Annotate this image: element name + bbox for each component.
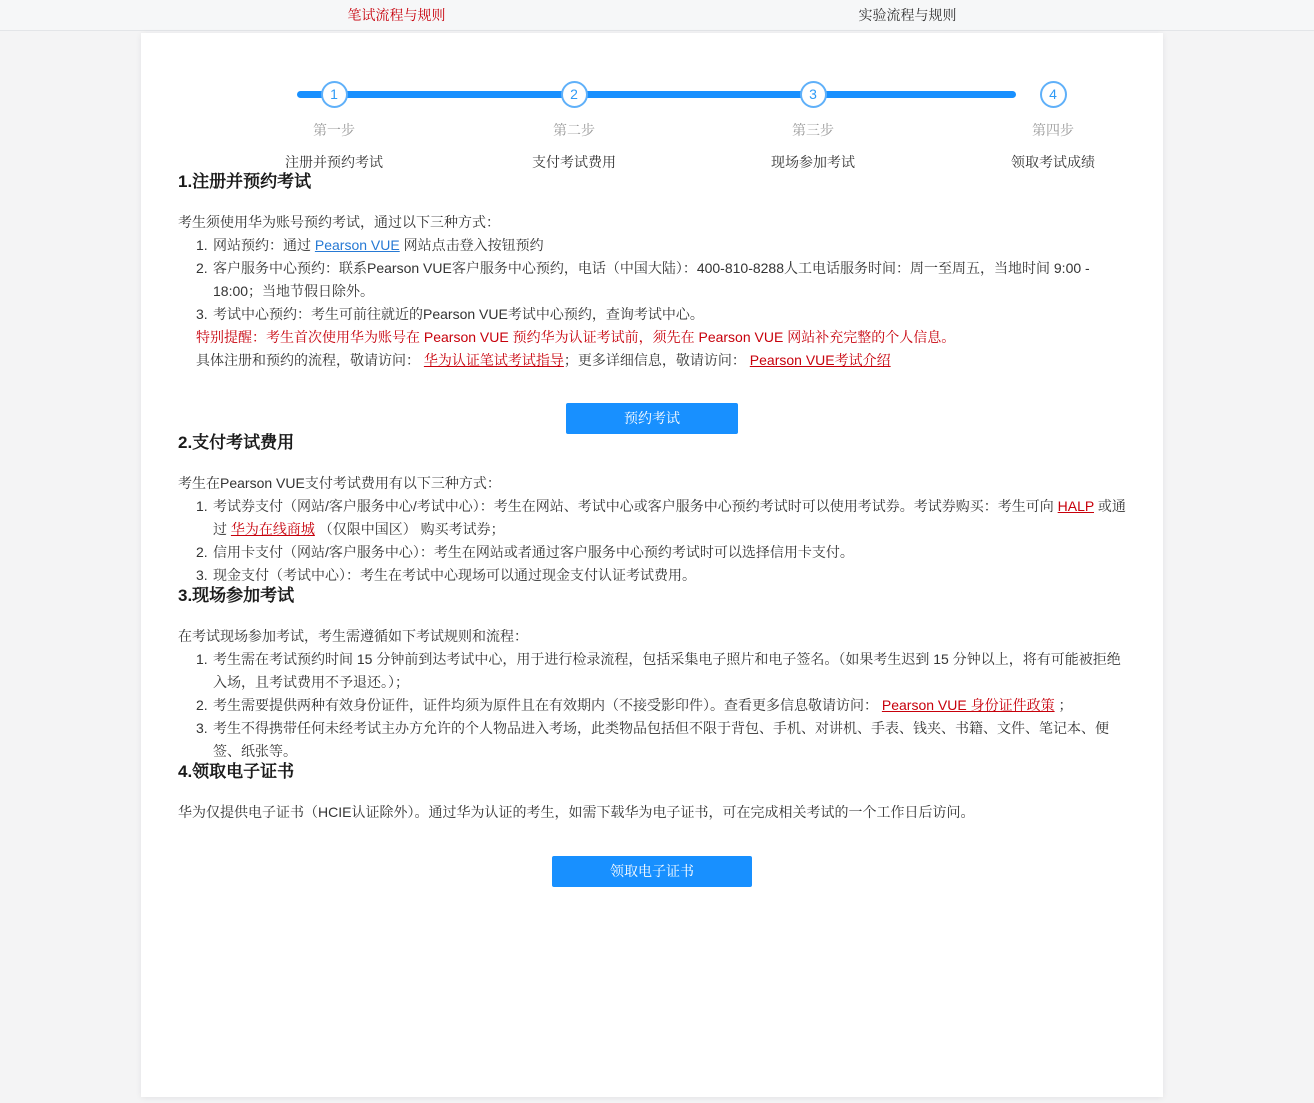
section-pay-exam-fee <box>178 434 1126 587</box>
list-item-text: 考生需要提供两种有效身份证件，证件均须为原件且在有效期内（不接受影印件）。查看更多信息敬请访问： <box>213 697 882 713</box>
special-reminder-note: 特别提醒：考生首次使用华为账号在 Pearson VUE 预约华为认证考试前，须先在 Pearson VUE 网站补充完整的个人信息。 <box>196 329 956 345</box>
huawei-online-store-link[interactable]: 华为在线商城 <box>230 521 315 537</box>
list-item <box>196 717 1126 763</box>
section-2-list <box>196 495 1126 587</box>
step-3-number-badge: 3 <box>800 81 827 108</box>
list-item <box>196 564 1126 587</box>
section-register-and-book <box>178 173 1126 434</box>
guide-note-text: 具体注册和预约的流程，敬请访问： <box>196 352 424 368</box>
get-certificate-button[interactable]: 领取电子证书 <box>552 856 752 887</box>
list-item-text: 考试中心预约：考生可前往就近的Pearson VUE考试中心预约，查询考试中心。 <box>213 306 704 322</box>
get-certificate-button-row <box>178 856 1126 887</box>
list-item <box>196 495 1126 541</box>
step-2-title: 支付考试费用 <box>532 154 616 170</box>
step-4-label: 第四步 <box>1032 122 1074 138</box>
halp-link[interactable]: HALP <box>1057 498 1094 514</box>
step-1-label: 第一步 <box>313 122 355 138</box>
list-item <box>196 541 1126 564</box>
section-2-heading: 2.支付考试费用 <box>178 433 295 452</box>
list-item-text: 信用卡支付（网站/客户服务中心）：考生在网站或者通过客户服务中心预约考试时可以选择信用卡支付。 <box>213 544 854 560</box>
pearson-vue-exam-intro-link[interactable]: Pearson VUE考试介绍 <box>749 352 891 368</box>
list-item-text: 客户服务中心预约：联系Pearson VUE客户服务中心预约，电话（中国大陆）：400-810-8288人工电话服务时间：周一至周五，当地时间 9:00 - 18:00；当地节假日除外。 <box>213 260 1090 299</box>
list-item-text: 考生需在考试预约时间 15 分钟前到达考试中心，用于进行检录流程，包括采集电子照片和电子签名。（如果考生迟到 15 分钟以上，将有可能被拒绝入场，且考试费用不予退还。）； <box>213 651 1121 690</box>
list-item-text: 现金支付（考试中心）：考生在考试中心现场可以通过现金支付认证考试费用。 <box>213 567 696 583</box>
list-item-text: ； <box>1054 697 1073 713</box>
tab-lab-exam-rules[interactable]: 实验流程与规则 <box>858 7 957 23</box>
list-item-text: 考生不得携带任何未经考试主办方允许的个人物品进入考场，此类物品包括但不限于背包、手机、对讲机、手表、钱夹、书籍、文件、笔记本、便签、纸张等。 <box>213 720 1109 759</box>
section-1-list <box>196 234 1126 326</box>
tab-written-exam-rules[interactable]: 笔试流程与规则 <box>347 7 446 23</box>
list-item <box>196 234 1126 257</box>
step-4-title: 领取考试成绩 <box>1011 154 1095 170</box>
step-4-number-badge: 4 <box>1040 81 1067 108</box>
exam-process-stepper <box>141 33 1163 173</box>
step-2-number-badge: 2 <box>561 81 588 108</box>
step-1-title: 注册并预约考试 <box>285 154 383 170</box>
list-item-text: 或通过 <box>213 498 1126 537</box>
section-get-e-certificate <box>178 763 1126 887</box>
list-item <box>196 257 1126 303</box>
guide-note <box>196 349 1126 372</box>
section-3-heading: 3.现场参加考试 <box>178 586 295 605</box>
pearson-vue-link[interactable]: Pearson VUE <box>314 237 400 253</box>
section-3-list <box>196 648 1126 763</box>
top-tab-bar <box>0 0 1314 31</box>
list-item-text: 网站点击登入按钮预约 <box>399 237 544 253</box>
section-1-intro: 考生须使用华为账号预约考试，通过以下三种方式： <box>178 214 500 230</box>
stepper-step-4 <box>963 81 1143 172</box>
id-policy-link[interactable]: Pearson VUE 身份证件政策 <box>881 697 1055 713</box>
step-3-title: 现场参加考试 <box>771 154 855 170</box>
tab-bar-inner <box>141 0 1163 30</box>
book-exam-button-row <box>178 403 1126 434</box>
list-item-text: 网站预约：通过 <box>213 237 315 253</box>
list-item-text: 考试券支付（网站/客户服务中心/考试中心）：考生在网站、考试中心或客户服务中心预约考试时可以使用考试券。考试券购买：考生可向 <box>213 498 1058 514</box>
stepper-step-1 <box>244 81 424 172</box>
section-attend-exam-onsite <box>178 587 1126 763</box>
stepper-step-2 <box>484 81 664 172</box>
list-item-text: （仅限中国区） 购买考试券； <box>314 521 505 537</box>
written-exam-guide-link[interactable]: 华为认证笔试考试指导 <box>423 352 564 368</box>
stepper-step-3 <box>723 81 903 172</box>
section-3-intro: 在考试现场参加考试，考生需遵循如下考试规则和流程： <box>178 628 528 644</box>
section-4-heading: 4.领取电子证书 <box>178 762 295 781</box>
step-1-number-badge: 1 <box>321 81 348 108</box>
book-exam-button[interactable]: 预约考试 <box>566 403 738 434</box>
section-4-intro: 华为仅提供电子证书（HCIE认证除外）。通过华为认证的考生，如需下载华为电子证书，可在完成相关考试的一个工作日后访问。 <box>178 804 975 820</box>
list-item <box>196 648 1126 694</box>
step-2-label: 第二步 <box>553 122 595 138</box>
step-3-label: 第三步 <box>792 122 834 138</box>
list-item <box>196 303 1126 326</box>
content-card <box>141 33 1163 1097</box>
list-item <box>196 694 1126 717</box>
guide-note-text: ；更多详细信息，敬请访问： <box>563 352 750 368</box>
section-1-heading: 1.注册并预约考试 <box>178 172 312 191</box>
section-2-intro: 考生在Pearson VUE支付考试费用有以下三种方式： <box>178 475 501 491</box>
